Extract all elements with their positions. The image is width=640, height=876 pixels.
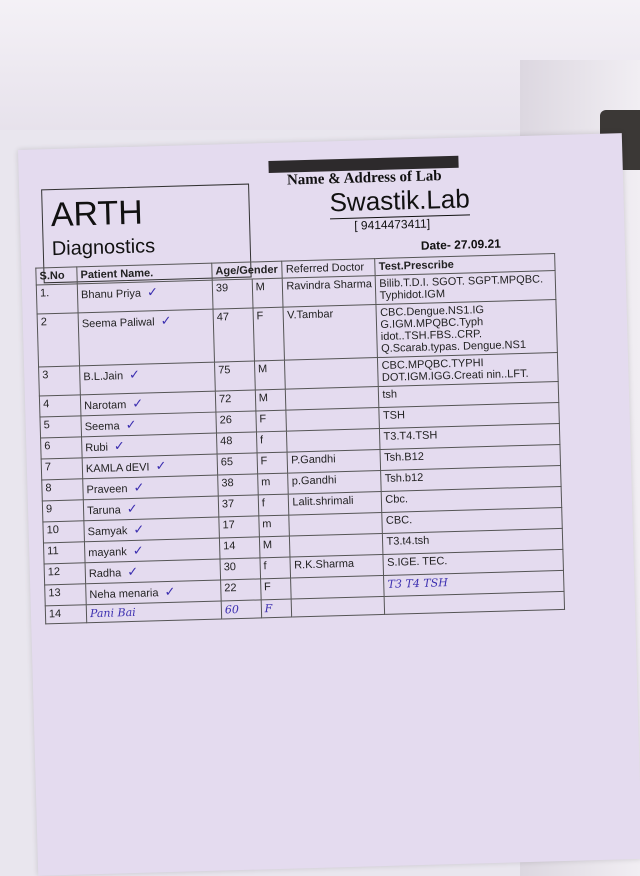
logo-main: ARTH xyxy=(50,193,144,235)
row-gender xyxy=(256,410,287,432)
row-doctor xyxy=(291,575,385,599)
row-age xyxy=(215,390,255,412)
row-sno-text: 8 xyxy=(45,482,52,495)
row-gender-text: F xyxy=(256,310,264,323)
row-sno xyxy=(37,313,79,367)
lab-form-sheet xyxy=(18,133,640,876)
row-patient-name-text: KAMLA dEVI xyxy=(85,461,150,476)
row-test xyxy=(376,300,557,358)
check-mark-icon: ✓ xyxy=(127,563,139,580)
row-gender xyxy=(257,473,288,495)
row-doctor xyxy=(289,491,383,515)
row-gender xyxy=(257,452,288,474)
row-test-text: T3 T4 TSH xyxy=(387,576,449,591)
row-age xyxy=(220,558,260,580)
row-sno xyxy=(45,605,86,624)
row-sno-text: 9 xyxy=(45,503,53,516)
row-patient-name-text: Praveen xyxy=(86,483,128,497)
row-age xyxy=(213,308,254,362)
row-gender-text: F xyxy=(263,581,271,594)
check-mark-icon: ✓ xyxy=(125,416,137,433)
check-mark-icon: ✓ xyxy=(133,521,145,537)
row-sno xyxy=(41,437,83,459)
row-sno xyxy=(44,563,86,585)
row-sno-text: 1. xyxy=(39,287,50,300)
row-gender xyxy=(259,515,290,537)
row-sno xyxy=(41,458,83,480)
row-doctor xyxy=(290,554,384,578)
col-age-gender: Age/Gender xyxy=(212,261,283,280)
row-sno-text: 3 xyxy=(42,369,49,382)
row-doctor xyxy=(283,305,377,361)
row-sno xyxy=(39,395,81,417)
row-test-text: T3.t4.tsh xyxy=(386,534,430,548)
row-age xyxy=(214,361,255,391)
col-test-prescribe: Test.Prescribe xyxy=(375,254,555,276)
row-patient-name-text: Samyak xyxy=(87,525,128,539)
row-test-text: S.IGE. TEC. xyxy=(386,555,448,569)
row-doctor-text: V.Tambar xyxy=(286,308,334,322)
row-patient-name xyxy=(78,309,214,366)
row-doctor xyxy=(287,449,381,473)
form-date: Date- 27.09.21 xyxy=(420,236,502,253)
row-gender-text: F xyxy=(259,413,267,426)
row-test-text: Tsh.b12 xyxy=(384,471,424,485)
row-patient-name-text: mayank xyxy=(88,546,127,560)
row-age-text: 26 xyxy=(219,414,233,427)
row-age xyxy=(216,432,256,454)
row-age xyxy=(212,279,253,309)
row-gender xyxy=(255,389,286,411)
row-sno xyxy=(36,284,78,314)
row-gender xyxy=(253,307,285,361)
row-sno-text: 6 xyxy=(44,440,51,453)
row-age xyxy=(221,579,261,601)
check-mark-icon: ✓ xyxy=(155,457,167,474)
row-doctor-text: Ravindra Sharma xyxy=(286,278,373,293)
row-sno-text: 10 xyxy=(46,524,60,537)
col-patient-name: Patient Name. xyxy=(77,263,212,284)
row-age-text: 22 xyxy=(224,582,237,595)
check-mark-icon: ✓ xyxy=(133,479,145,495)
row-sno xyxy=(43,542,85,564)
row-doctor xyxy=(290,533,384,557)
row-doctor xyxy=(288,470,382,494)
row-age xyxy=(218,495,258,517)
row-sno-text: 2 xyxy=(40,316,48,329)
row-age-text: 30 xyxy=(223,561,237,574)
row-gender-text: m xyxy=(262,518,272,531)
row-patient-name-text: Pani Bai xyxy=(89,605,136,621)
row-doctor xyxy=(285,358,379,390)
row-gender xyxy=(260,578,291,600)
row-age-text: 47 xyxy=(216,311,230,324)
row-gender xyxy=(254,360,285,390)
check-mark-icon: ✓ xyxy=(146,284,159,300)
row-sno xyxy=(42,479,84,501)
table-body xyxy=(36,271,564,624)
check-mark-icon: ✓ xyxy=(113,438,126,454)
row-doctor xyxy=(287,429,381,453)
row-gender-text: f xyxy=(263,560,267,573)
row-test-text: CBC. xyxy=(385,514,413,527)
check-mark-icon: ✓ xyxy=(126,500,138,517)
row-test-text: Cbc. xyxy=(385,493,409,506)
row-doctor xyxy=(289,512,383,536)
row-gender-text: m xyxy=(260,476,271,489)
check-mark-icon: ✓ xyxy=(132,395,144,411)
check-mark-icon: ✓ xyxy=(164,583,176,600)
row-age xyxy=(216,411,256,433)
row-doctor xyxy=(286,387,380,411)
row-patient-name-text: Radha xyxy=(88,567,122,581)
row-gender-text: F xyxy=(260,455,268,468)
row-gender-text: f xyxy=(259,434,264,447)
row-sno xyxy=(43,521,85,543)
row-doctor xyxy=(292,596,385,617)
row-gender xyxy=(260,557,291,579)
row-gender xyxy=(259,536,290,558)
row-patient-name xyxy=(86,601,221,623)
row-doctor xyxy=(286,408,380,432)
row-patient-name-text: Narotam xyxy=(84,399,127,413)
row-age-text: 17 xyxy=(222,519,235,532)
row-sno-text: 14 xyxy=(48,607,62,621)
row-age xyxy=(219,537,259,559)
row-age xyxy=(221,600,261,619)
row-patient-name-text: Taruna xyxy=(86,504,121,518)
row-sno-text: 11 xyxy=(47,545,59,558)
form-title: Name & Address of Lab xyxy=(286,168,442,189)
lab-name: Swastik.Lab xyxy=(329,183,471,218)
row-doctor xyxy=(283,276,377,308)
row-age-text: 60 xyxy=(224,603,240,617)
row-sno xyxy=(39,366,81,396)
check-mark-icon: ✓ xyxy=(132,542,144,558)
row-test-text: tsh xyxy=(382,388,398,401)
check-mark-icon: ✓ xyxy=(160,312,172,329)
row-test-text: CBC.MPQBC.TYPHI DOT.IGM.IGG.Creati nin..LFT. xyxy=(381,357,529,384)
row-sno-text: 12 xyxy=(47,565,61,579)
row-doctor-text: Lalit.shrimali xyxy=(292,494,354,509)
row-patient-name-text: Bhanu Priya xyxy=(80,287,142,302)
row-age-text: 14 xyxy=(222,540,236,553)
col-sno: S.No xyxy=(36,267,77,285)
row-test xyxy=(385,591,565,614)
row-patient-name xyxy=(77,280,213,313)
row-patient-name-text: Neha menaria xyxy=(89,587,159,602)
row-age xyxy=(218,474,258,496)
row-doctor-text: p.Gandhi xyxy=(291,474,337,488)
row-age-text: 38 xyxy=(221,477,234,490)
row-sno-text: 13 xyxy=(48,586,61,600)
row-sno-text: 4 xyxy=(42,398,50,411)
row-gender-text: f xyxy=(261,497,265,510)
row-patient-name-text: Rubi xyxy=(85,441,109,455)
row-age-text: 48 xyxy=(220,435,233,448)
row-sno-text: 5 xyxy=(43,419,50,432)
check-mark-icon: ✓ xyxy=(128,366,141,382)
row-age xyxy=(219,516,259,538)
row-sno-text: 7 xyxy=(44,461,52,474)
row-test-text: TSH xyxy=(382,409,406,422)
lab-phone: [ 9414473411] xyxy=(354,216,431,233)
row-test-text: Tsh.B12 xyxy=(384,450,425,464)
row-age-text: 75 xyxy=(218,364,231,377)
row-age-text: 65 xyxy=(220,456,234,469)
row-gender xyxy=(258,494,289,516)
row-gender-text: M xyxy=(262,539,273,552)
row-gender xyxy=(261,599,292,618)
row-age-text: 72 xyxy=(218,393,232,406)
row-gender-text: M xyxy=(257,363,268,376)
row-age-text: 39 xyxy=(215,282,229,295)
logo-sub: Diagnostics xyxy=(51,235,156,261)
row-sno xyxy=(42,500,84,522)
row-patient-name-text: Seema xyxy=(84,420,120,434)
row-test-text: CBC.Dengue.NS1.IG G.IGM.MPQBC.Typh idot..TSH.FBS..CRP. Q.Scarab.typas. Dengue.NS1 xyxy=(379,304,527,355)
row-gender-text: F xyxy=(264,602,273,616)
row-patient-name-text: B.L.Jain xyxy=(83,370,124,384)
row-patient-name xyxy=(80,362,216,395)
row-gender-text: M xyxy=(258,392,269,405)
row-test-text: Bilib.T.D.I. SGOT. SGPT.MPQBC. Typhidot.IGM xyxy=(379,273,544,302)
row-doctor-text: P.Gandhi xyxy=(291,453,336,467)
col-referred-doctor: Referred Doctor xyxy=(282,259,375,279)
row-sno xyxy=(40,416,82,438)
row-gender xyxy=(256,431,287,453)
row-age xyxy=(217,453,257,475)
row-gender-text: M xyxy=(255,281,266,294)
row-gender xyxy=(252,278,283,308)
row-doctor-text: R.K.Sharma xyxy=(293,557,355,572)
row-test-text: T3.T4.TSH xyxy=(383,429,438,443)
row-age-text: 37 xyxy=(221,498,235,511)
patient-table xyxy=(35,253,565,624)
row-sno xyxy=(45,584,87,606)
row-patient-name-text: Seema Paliwal xyxy=(81,316,155,331)
